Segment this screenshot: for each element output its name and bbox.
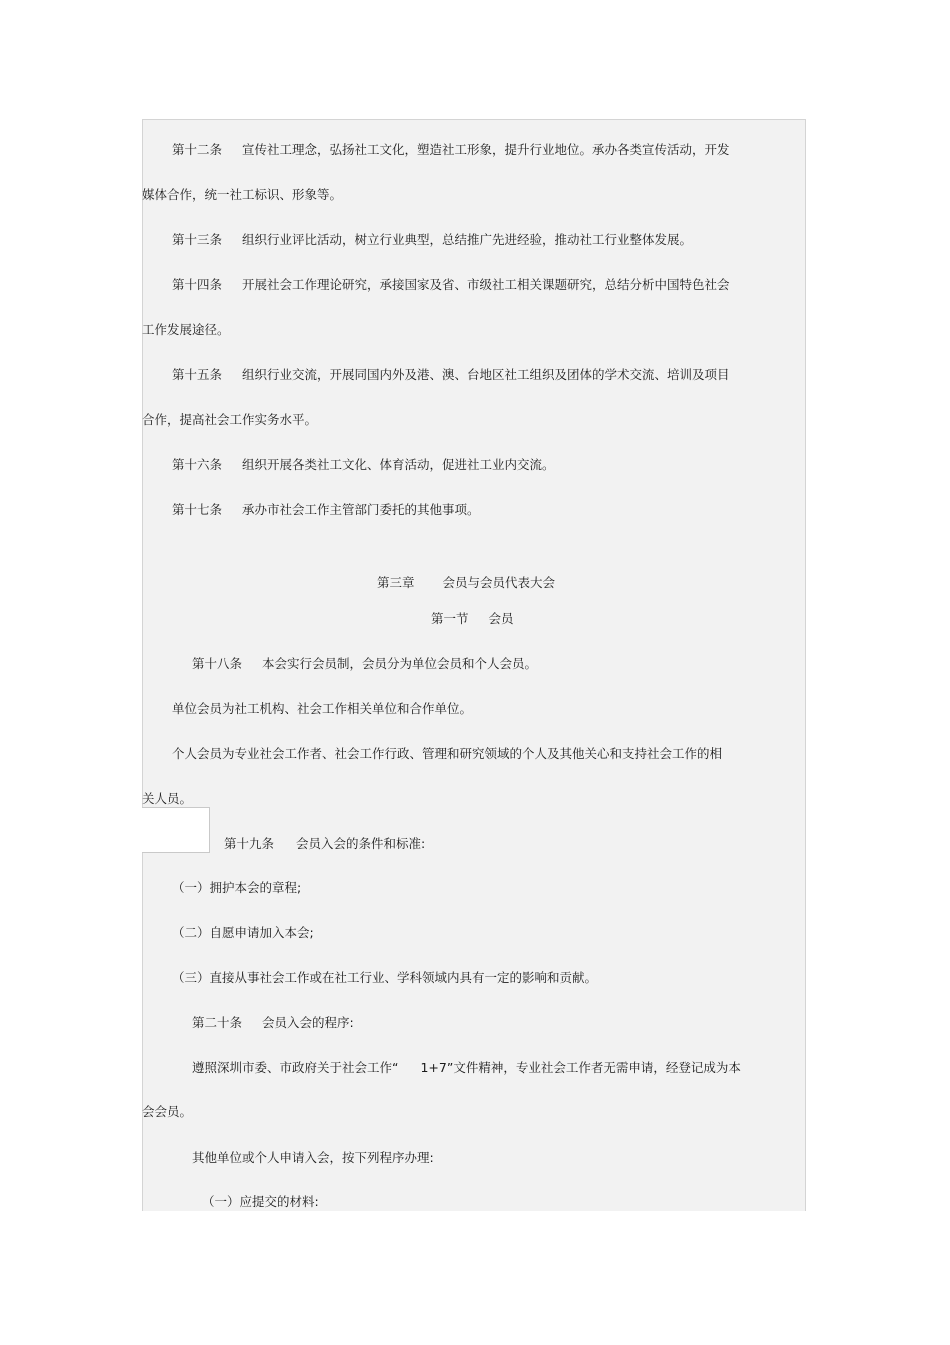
procedure-text-b: 1+7”文件精神，专业社会工作者无需申请，经登记成为本	[420, 1060, 741, 1075]
article-20-text: 会员入会的程序:	[262, 1015, 354, 1030]
article-20-line	[192, 1015, 354, 1031]
blank-box	[142, 807, 210, 853]
article-16-line	[172, 457, 555, 473]
article-19-line	[224, 836, 425, 852]
article-17-text: 承办市社会工作主管部门委托的其他事项。	[242, 502, 480, 517]
chapter-title: 会员与会员代表大会	[442, 575, 556, 590]
article-13-line	[172, 232, 692, 248]
article-17-number: 第十七条	[172, 502, 223, 517]
section-number: 第一节	[431, 611, 469, 626]
article-12-line-2: 媒体合作，统一社工标识、形象等。	[142, 187, 343, 202]
article-18-line	[192, 656, 537, 672]
article-14-number: 第十四条	[172, 277, 223, 292]
article-16-number: 第十六条	[172, 457, 223, 472]
article-14-text: 开展社会工作理论研究，承接国家及省、市级社工相关课题研究，总结分析中国特色社会	[242, 277, 730, 292]
article-12-number: 第十二条	[172, 142, 223, 157]
section-heading	[431, 611, 514, 627]
materials-heading: （一）应提交的材料:	[202, 1194, 319, 1209]
procedure-text-a: 遵照深圳市委、市政府关于社会工作“	[192, 1060, 399, 1075]
individual-member-line-2: 关人员。	[142, 791, 193, 806]
article-19-text: 会员入会的条件和标准:	[296, 836, 426, 851]
procedure-line-2: 会会员。	[142, 1104, 193, 1119]
individual-member-line-1: 个人会员为专业社会工作者、社会工作行政、管理和研究领域的个人及其他关心和支持社会工作的相	[172, 746, 723, 761]
condition-item: （一）拥护本会的章程;	[172, 880, 302, 895]
condition-item: （二）自愿申请加入本会;	[172, 925, 314, 940]
chapter-number: 第三章	[377, 575, 415, 590]
article-17-line	[172, 502, 480, 518]
article-15-text: 组织行业交流，开展同国内外及港、澳、台地区社工组织及团体的学术交流、培训及项目	[242, 367, 730, 382]
condition-item: （三）直接从事社会工作或在社工行业、学科领域内具有一定的影响和贡献。	[172, 970, 598, 985]
article-15-line-1	[172, 367, 730, 383]
procedure-line-1	[192, 1060, 741, 1076]
article-12-text: 宣传社工理念，弘扬社工文化，塑造社工形象，提升行业地位。承办各类宣传活动，开发	[242, 142, 730, 157]
unit-member-paragraph: 单位会员为社工机构、社会工作相关单位和合作单位。	[172, 701, 473, 716]
article-14-line-1	[172, 277, 730, 293]
other-applicants-paragraph: 其他单位或个人申请入会，按下列程序办理:	[192, 1150, 434, 1165]
article-19-number: 第十九条	[224, 836, 275, 851]
article-15-line-2: 合作，提高社会工作实务水平。	[142, 412, 318, 427]
section-title: 会员	[488, 611, 514, 626]
article-18-number: 第十八条	[192, 656, 243, 671]
article-15-number: 第十五条	[172, 367, 223, 382]
article-14-line-2: 工作发展途径。	[142, 322, 230, 337]
article-13-number: 第十三条	[172, 232, 223, 247]
chapter-heading	[377, 575, 555, 591]
article-20-number: 第二十条	[192, 1015, 243, 1030]
article-13-text: 组织行业评比活动，树立行业典型，总结推广先进经验，推动社工行业整体发展。	[242, 232, 693, 247]
article-18-text: 本会实行会员制，会员分为单位会员和个人会员。	[262, 656, 538, 671]
article-16-text: 组织开展各类社工文化、体育活动，促进社工业内交流。	[242, 457, 555, 472]
article-12-line-1	[172, 142, 730, 158]
